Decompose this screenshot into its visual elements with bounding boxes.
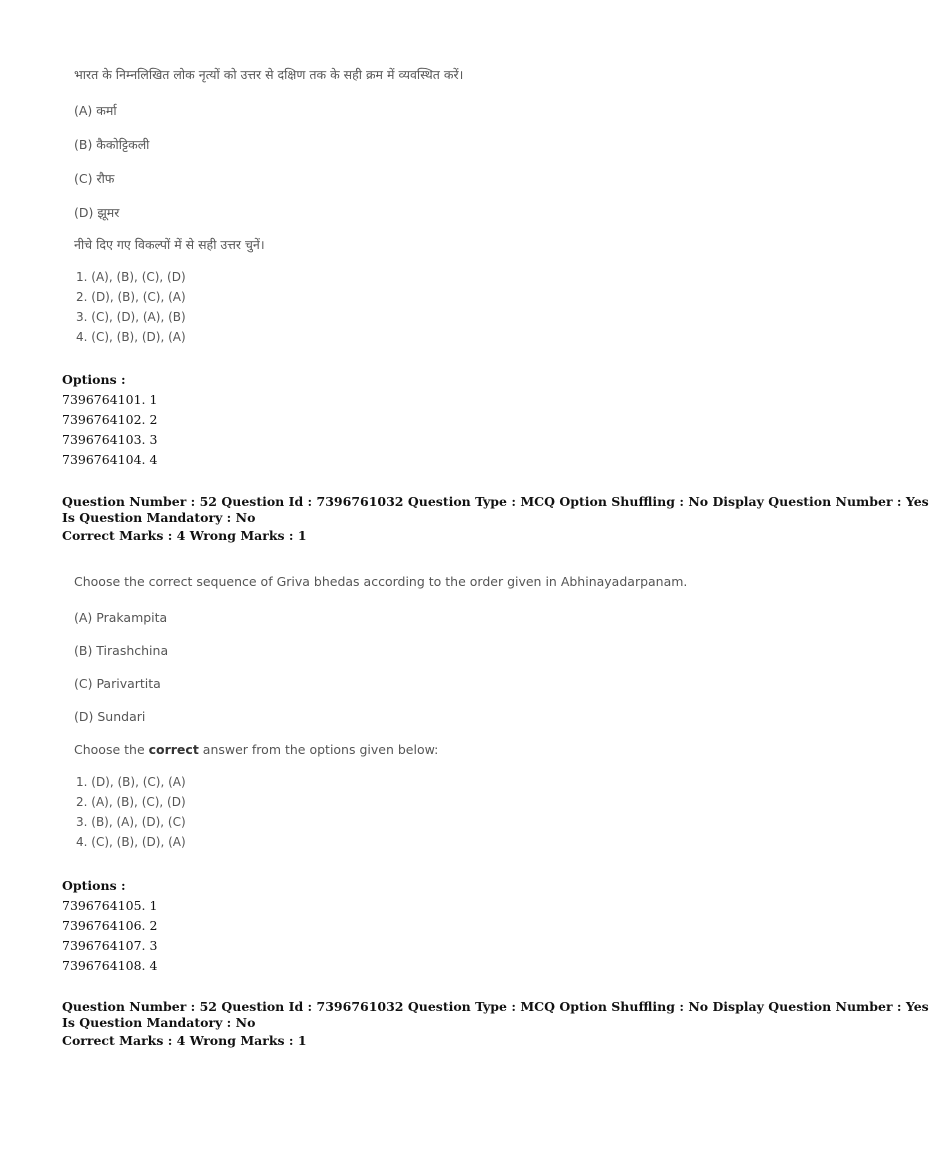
question-2-choice-3: 3. (B), (A), (D), (C) [76, 815, 186, 829]
question-1-item-d: (D) झूमर [74, 205, 120, 220]
question-2-choice-2: 2. (A), (B), (C), (D) [76, 795, 186, 809]
question-1-choice-4: 4. (C), (B), (D), (A) [76, 330, 186, 344]
question-2-item-d: (D) Sundari [74, 709, 146, 724]
question-1-choice-3: 3. (C), (D), (A), (B) [76, 310, 186, 324]
options-label: Options : [62, 372, 126, 387]
option-id-2: 7396764102. 2 [62, 412, 158, 427]
option-id-5: 7396764105. 1 [62, 898, 158, 913]
question-2-instruction-bold: correct [148, 742, 199, 757]
options-block-2 [62, 876, 157, 976]
meta-line-2: Is Question Mandatory : No [62, 510, 256, 525]
meta-line-1: Question Number : 52 Question Id : 7396761032 Question Type : MCQ Option Shuffling : No Display Question Number : Yes [62, 494, 929, 509]
question-2-image [74, 574, 774, 864]
question-meta-2 [62, 999, 929, 1049]
options-block-1 [62, 370, 157, 470]
question-1-item-b: (B) कैकोट्टिकली [74, 137, 150, 152]
question-2-item-a: (A) Prakampita [74, 610, 168, 625]
question-1-item-a: (A) कर्मा [74, 103, 117, 118]
question-1-choice-2: 2. (D), (B), (C), (A) [76, 290, 186, 304]
meta-line-3: Correct Marks : 4 Wrong Marks : 1 [62, 528, 307, 543]
meta-line-3: Correct Marks : 4 Wrong Marks : 1 [62, 1033, 307, 1048]
options-label: Options : [62, 878, 126, 893]
question-2-instruction [74, 742, 438, 757]
option-id-7: 7396764107. 3 [62, 938, 158, 953]
question-2-instruction-pre: Choose the [74, 742, 149, 757]
question-2-item-c: (C) Parivartita [74, 676, 161, 691]
question-meta-1 [62, 494, 929, 544]
option-id-1: 7396764101. 1 [62, 392, 158, 407]
question-1-instruction: नीचे दिए गए विकल्पों में से सही उत्तर चुनें। [74, 237, 265, 252]
question-1-item-c: (C) रौफ [74, 171, 115, 186]
question-2-stem: Choose the correct sequence of Griva bhedas according to the order given in Abhinayadarpanam. [74, 574, 688, 589]
meta-line-1: Question Number : 52 Question Id : 7396761032 Question Type : MCQ Option Shuffling : No Display Question Number : Yes [62, 999, 929, 1014]
question-1-image [74, 66, 774, 356]
question-2-item-b: (B) Tirashchina [74, 643, 169, 658]
option-id-3: 7396764103. 3 [62, 432, 158, 447]
question-2-choice-1: 1. (D), (B), (C), (A) [76, 775, 186, 789]
option-id-4: 7396764104. 4 [62, 452, 158, 467]
meta-line-2: Is Question Mandatory : No [62, 1015, 256, 1030]
option-id-6: 7396764106. 2 [62, 918, 158, 933]
question-1-stem: भारत के निम्नलिखित लोक नृत्यों को उत्तर से दक्षिण तक के सही क्रम में व्यवस्थित करें। [74, 67, 464, 82]
question-2-instruction-post: answer from the options given below: [198, 742, 439, 757]
question-1-choice-1: 1. (A), (B), (C), (D) [76, 270, 186, 284]
option-id-8: 7396764108. 4 [62, 958, 158, 973]
question-2-choice-4: 4. (C), (B), (D), (A) [76, 835, 186, 849]
